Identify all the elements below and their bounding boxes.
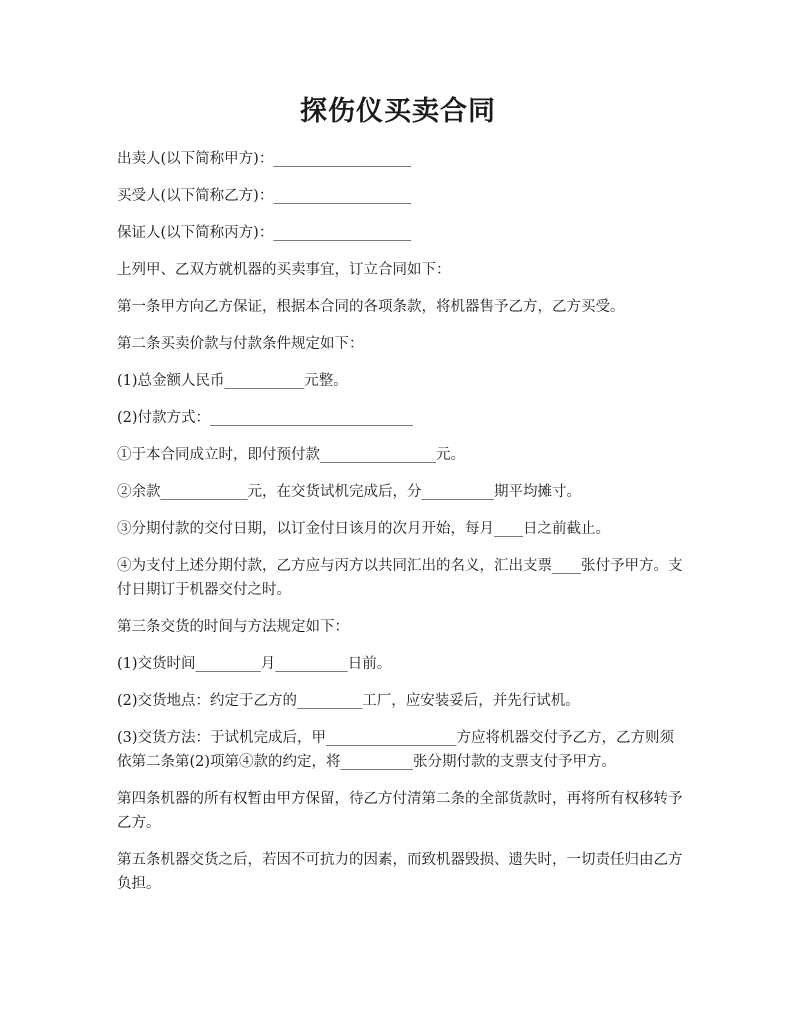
article-2-clause-4: ④为支付上述分期付款，乙方应与丙方以共同汇出的名义，汇出支票____张付予甲方。支付日期订于机器交付之时。 <box>117 558 683 598</box>
article-2-clause-1: ①于本合同成立时，即付预付款________________元。 <box>117 447 465 463</box>
article-3-item-3: (3)交货方法：于试机完成后，甲__________________方应将机器交付予乙方，乙方则须依第二条第(2)项第④款的约定，将__________张分期付款的支票支付予甲方。 <box>117 730 675 770</box>
article-3-item-1: (1)交货时间_________月__________日前。 <box>117 656 392 672</box>
article-5: 第五条机器交货之后，若因不可抗力的因素，而致机器毁损、遗失时，一切责任归由乙方负担。 <box>117 852 683 892</box>
article-1: 第一条甲方向乙方保证，根据本合同的各项条款，将机器售予乙方，乙方买受。 <box>117 299 625 315</box>
article-2-item-1: (1)总金额人民币___________元整。 <box>117 373 348 389</box>
article-3-heading: 第三条交货的时间与方法规定如下： <box>117 619 349 635</box>
guarantor-line: 保证人(以下简称丙方)：___________________ <box>117 225 412 241</box>
seller-line: 出卖人(以下简称甲方)：___________________ <box>117 151 412 167</box>
buyer-line: 买受人(以下简称乙方)：___________________ <box>117 188 412 204</box>
article-2-clause-2: ②余款____________元，在交货试机完成后，分__________期平均摊寸。 <box>117 484 581 500</box>
document-title: 探伤仪买卖合同 <box>300 96 496 127</box>
article-2-clause-3: ③分期付款的交付日期，以订金付日该月的次月开始，每月____日之前截止。 <box>117 521 610 537</box>
article-2-heading: 第二条买卖价款与付款条件规定如下： <box>117 336 364 352</box>
article-4: 第四条机器的所有权暂由甲方保留，待乙方付清第二条的全部货款时，再将所有权移转予乙方。 <box>117 791 683 831</box>
article-3-item-2: (2)交货地点：约定于乙方的_________工厂，应安装妥后，并先行试机。 <box>117 693 580 709</box>
document-body <box>117 147 683 909</box>
article-2-item-2: (2)付款方式：____________________________ <box>117 410 414 426</box>
preamble: 上列甲、乙双方就机器的买卖事宜，订立合同如下： <box>117 262 451 278</box>
